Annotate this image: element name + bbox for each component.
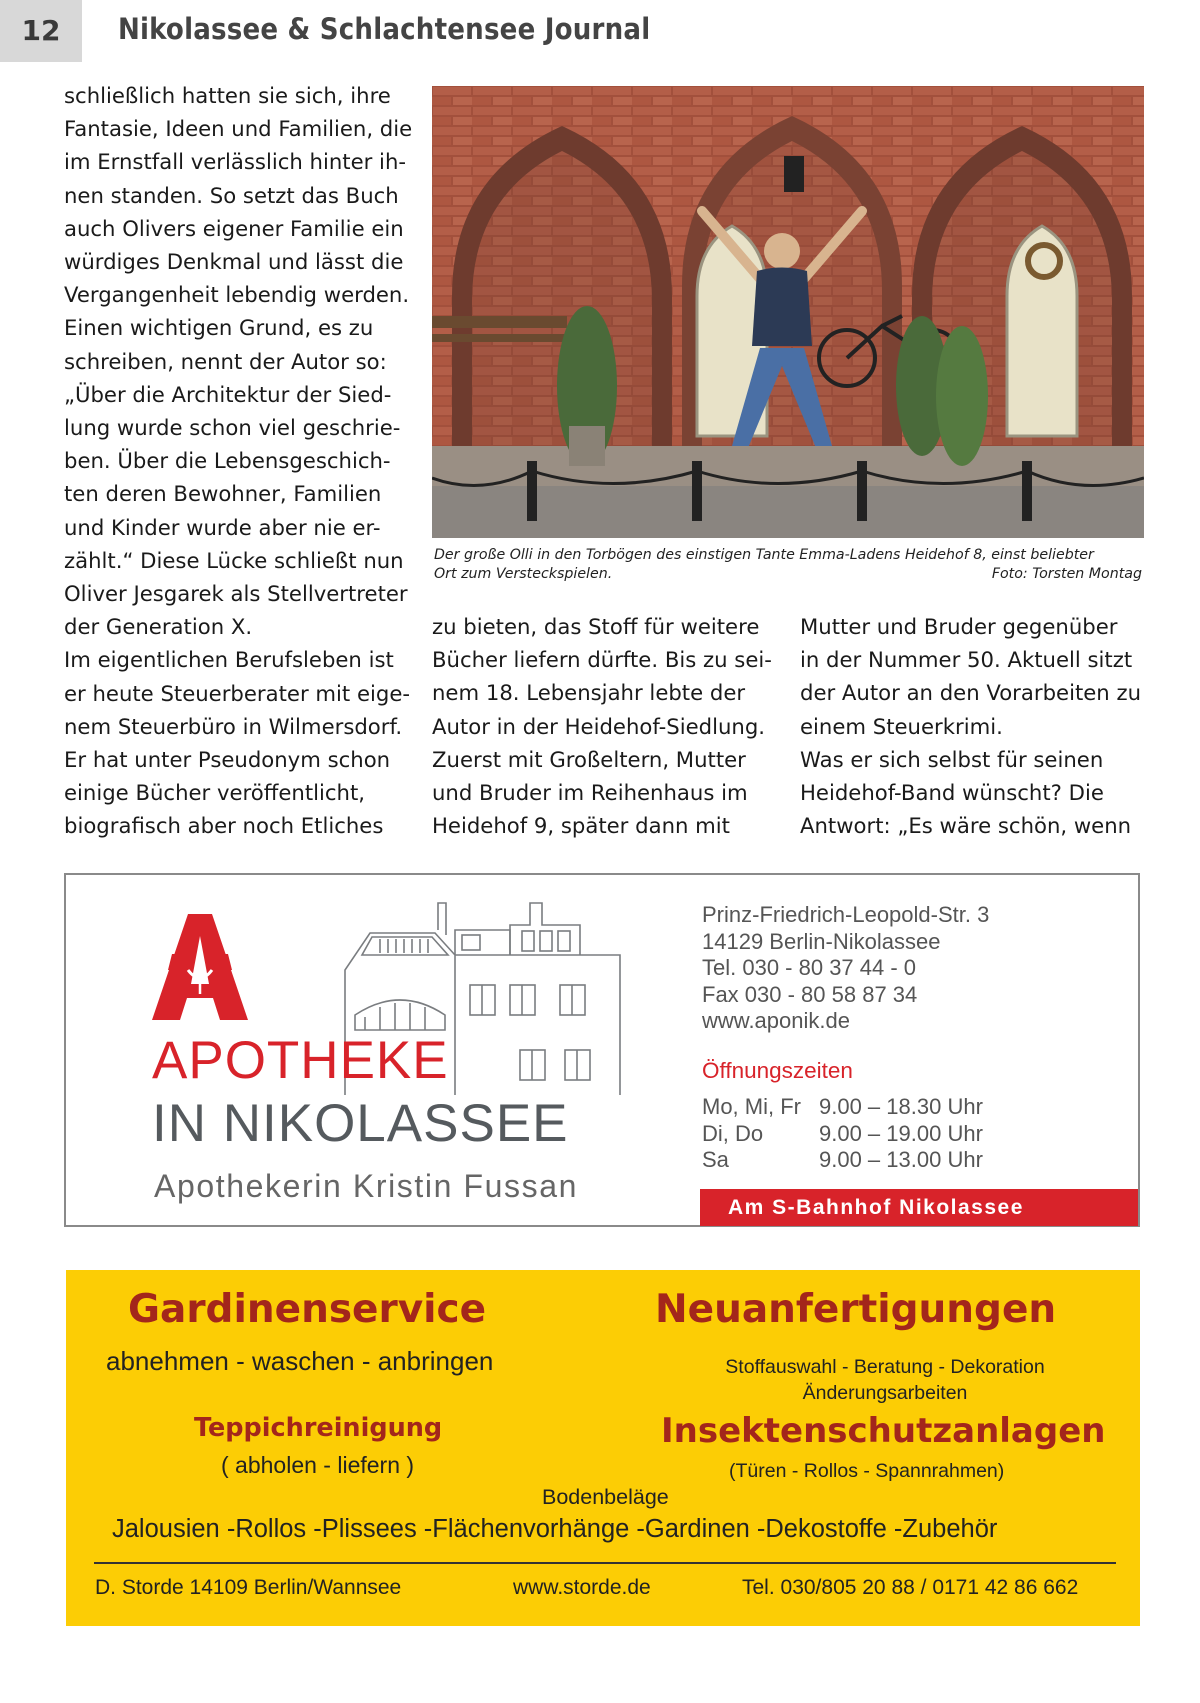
text-line: nen standen. So setzt das Buch [64,182,399,208]
apotheke-logo-icon [150,912,250,1024]
text-line: Antwort: „Es wäre schön, wenn [800,813,1132,839]
teppichreinigung-heading: Teppichreinigung [194,1413,443,1443]
apotheke-contact [702,902,989,1035]
teppich-details: ( abholen - liefern ) [221,1452,415,1478]
text-line: Er hat unter Pseudonym schon [64,747,391,773]
hours-time: 9.00 – 18.30 Uhr [819,1094,983,1119]
gardinenservice-details: abnehmen - waschen - anbringen [106,1346,494,1376]
text-line: Mutter und Bruder gegenüber [800,614,1118,639]
text-line: Was er sich selbst für seinen [800,746,1104,772]
opening-hours-title: Öffnungszeiten [702,1058,853,1083]
text-line: würdiges Denkmal und lässt die [64,249,404,275]
hours-days: Di, Do [702,1120,764,1146]
hours-time: 9.00 – 19.00 Uhr [819,1120,983,1146]
article-photo [432,86,1144,538]
text-line: Einen wichtigen Grund, es zu [64,315,374,341]
caption-line: Der große Olli in den Torbögen des einstigen Tante Emma-Ladens Heidehof 8, einst beliebter [434,547,1094,563]
text-line: in der Nummer 50. Aktuell sitzt [800,647,1133,673]
insektenschutz-heading: Insektenschutzanlagen [661,1411,1106,1451]
text-line: Fantasie, Ideen und Familien, die [64,116,413,142]
journal-title: Nikolassee & Schlachtensee Journal [118,12,651,46]
text-line: einem Steuerkrimi. [800,713,1003,739]
text-line: Autor in der Heidehof-Siedlung. [432,713,766,739]
aenderung-text: Änderungsarbeiten [802,1382,968,1404]
text-line: lung wurde schon viel geschrie- [64,415,401,441]
apotheke-phone: Tel. 030 - 80 37 44 - 0 [702,955,917,980]
hours-days: Sa [702,1147,729,1172]
hours-row [702,1094,983,1121]
text-line: „Über die Architektur der Sied- [64,381,392,407]
text-line: auch Olivers eigener Familie ein [64,215,404,241]
neuanfertigungen-details [660,1354,1110,1406]
gardinenservice-heading: Gardinenservice [128,1287,487,1332]
storde-phone: Tel. 030/805 20 88 / 0171 42 86 662 [742,1576,1079,1599]
opening-hours [702,1094,983,1174]
caption-text: Ort zum Versteckspielen. [434,566,613,582]
text-line: und Bruder im Reihenhaus im [432,780,748,806]
text-line: zu bieten, das Stoff für weitere [432,614,760,639]
text-line: Heidehof 9, später dann mit [432,813,730,839]
text-line: Bücher liefern dürfte. Bis zu sei- [432,647,772,673]
text-line: Zuerst mit Großeltern, Mutter [432,746,746,772]
text-line: nem 18. Lebensjahr lebte der [432,680,746,706]
photo-credit: Foto: Torsten Montag [991,566,1142,582]
text-line: Heidehof-Band wünscht? Die [800,780,1104,806]
text-line: Im eigentlichen Berufsleben ist [64,647,394,673]
hours-row [702,1121,983,1148]
article-column-1 [64,79,414,843]
text-line: biografisch aber noch Etliches [64,813,384,839]
storde-address: D. Storde 14109 Berlin/Wannsee [95,1576,402,1599]
hours-row [702,1147,983,1174]
photo-caption [434,546,1142,584]
text-line: er heute Steuerberater mit eige- [64,680,411,706]
text-line: ten deren Bewohner, Familien [64,481,382,507]
text-line: der Generation X. [64,614,253,640]
apotheke-owner: Apothekerin Kristin Fussan [154,1168,579,1204]
apotheke-location: IN NIKOLASSEE [152,1094,569,1153]
text-line: Vergangenheit lebendig werden. [64,282,410,308]
storde-web: www.storde.de [513,1576,651,1599]
text-line: der Autor an den Vorarbeiten zu [800,680,1142,706]
hours-days: Mo, Mi, Fr [702,1094,801,1119]
text-line: zählt.“ Diese Lücke schließt nun [64,547,404,573]
neuanfertigungen-heading: Neuanfertigungen [655,1287,1057,1332]
apotheke-fax: Fax 030 - 80 58 87 34 [702,981,918,1007]
divider [94,1562,1116,1564]
apotheke-web: www.aponik.de [702,1008,850,1033]
article-column-3 [800,610,1143,842]
stoffauswahl-text: Stoffauswahl - Beratung - Dekoration [725,1356,1045,1378]
apotheke-address: Prinz-Friedrich-Leopold-Str. 3 [702,902,990,927]
article-column-2 [432,610,775,842]
product-list: Jalousien -Rollos -Plissees -Flächenvorhänge -Gardinen -Dekostoffe -Zubehör [112,1515,998,1543]
caption-line [434,565,1142,584]
text-line: Oliver Jesgarek als Stellvertreter [64,581,408,607]
bodenbelaege-text: Bodenbeläge [542,1485,669,1509]
text-line: schreiben, nennt der Autor so: [64,348,387,374]
insektenschutz-details: (Türen - Rollos - Spannrahmen) [729,1460,1005,1482]
text-line: im Ernstfall verlässlich hinter ih- [64,149,407,175]
apotheke-name: APOTHEKE [152,1031,449,1090]
text-line: nem Steuerbüro in Wilmersdorf. [64,713,403,739]
location-banner: Am S-Bahnhof Nikolassee [700,1189,1138,1226]
text-line: und Kinder wurde aber nie er- [64,514,381,540]
text-line: ben. Über die Lebensgeschich- [64,448,391,474]
apotheke-city: 14129 Berlin-Nikolassee [702,928,941,954]
page-number: 12 [21,14,61,47]
hours-time: 9.00 – 13.00 Uhr [819,1147,983,1172]
text-line: schließlich hatten sie sich, ihre [64,83,391,108]
text-line: einige Bücher veröffentlicht, [64,780,366,806]
